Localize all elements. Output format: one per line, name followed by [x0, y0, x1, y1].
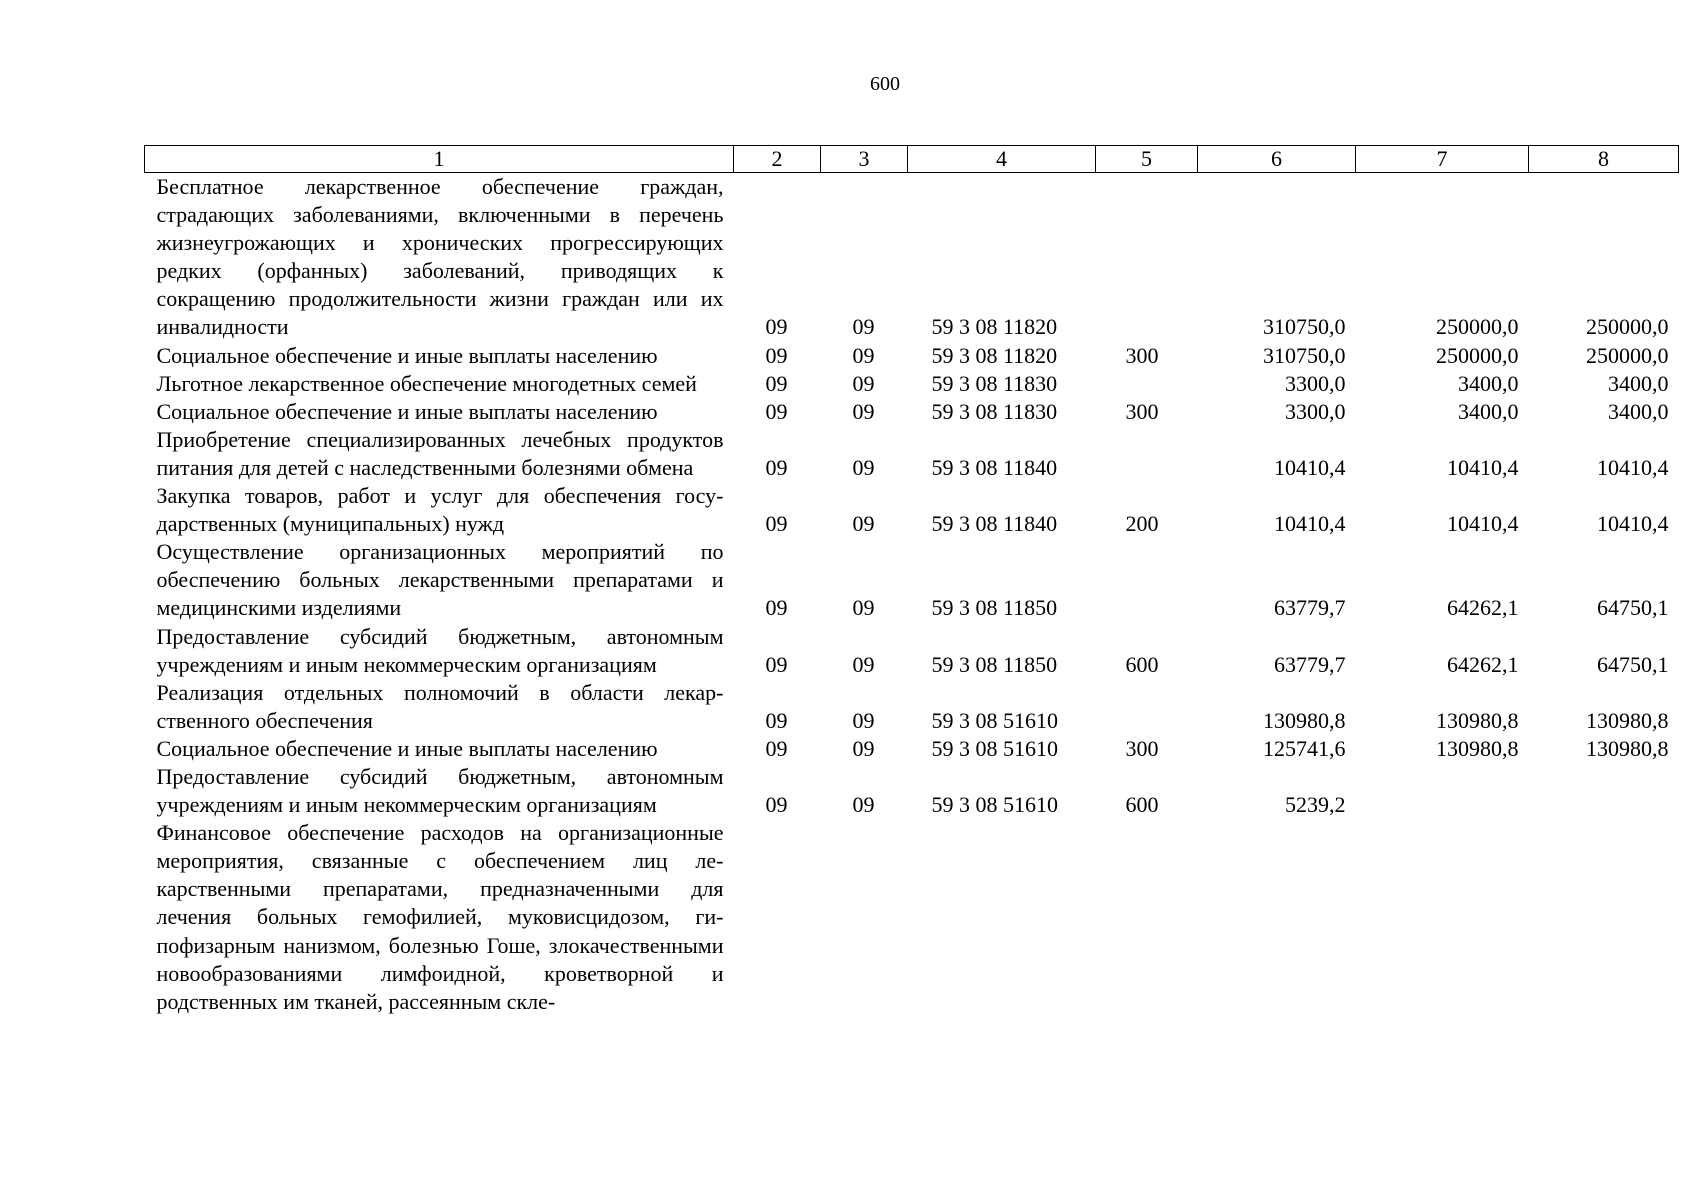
- row-subsection: 09: [852, 792, 875, 818]
- row-section: 09: [765, 651, 788, 677]
- row-amount-col8: 3400,0: [1608, 398, 1669, 424]
- row-target-item: 59 3 08 11830: [931, 370, 1058, 396]
- row-name: Бесплатное лекарственное обеспечение граждан, страдающих заболеваниями, включенными в перечень жизнеугрожающих и хронических прогрессирующих редких (орфанных) заболеваний, приводящих к сокращению продолжительности жизни граждан или их инвалидности: [156, 174, 724, 340]
- table-row: [145, 342, 1679, 370]
- row-amount-col7: 130980,8: [1436, 735, 1519, 761]
- row-amount-col8: 130980,8: [1586, 735, 1669, 761]
- row-name: Социальное обеспечение и иные выплаты населению: [156, 735, 658, 761]
- row-subsection: 09: [852, 454, 875, 480]
- table-row: [145, 819, 1679, 1016]
- row-subsection: 09: [852, 707, 875, 733]
- row-expense-type: [1096, 819, 1198, 1016]
- row-amount-col8: [1529, 763, 1679, 819]
- row-amount-col6: [1198, 819, 1356, 1016]
- row-amount-col6: 3300,0: [1285, 398, 1346, 424]
- row-expense-type: 300: [1125, 735, 1159, 761]
- header-col-3: 3: [821, 146, 908, 173]
- row-target-item: [908, 819, 1096, 1016]
- row-expense-type: 300: [1125, 398, 1159, 424]
- table-row: [145, 370, 1679, 398]
- row-section: 09: [765, 398, 788, 424]
- row-amount-col6: 310750,0: [1263, 342, 1346, 368]
- row-target-item: 59 3 08 11820: [931, 342, 1058, 368]
- row-target-item: 59 3 08 51610: [931, 735, 1058, 761]
- table-row: [145, 173, 1679, 342]
- budget-table: [144, 145, 1679, 1016]
- row-subsection: 09: [852, 735, 875, 761]
- row-amount-col8: 10410,4: [1597, 511, 1669, 537]
- row-amount-col7: 250000,0: [1436, 342, 1519, 368]
- row-target-item: 59 3 08 11850: [931, 595, 1058, 621]
- row-amount-col8: 250000,0: [1586, 314, 1669, 340]
- table-row: [145, 679, 1679, 735]
- row-target-item: 59 3 08 51610: [931, 707, 1058, 733]
- row-amount-col6: 63779,7: [1274, 651, 1346, 677]
- row-amount-col8: 130980,8: [1586, 707, 1669, 733]
- row-amount-col6: 63779,7: [1274, 595, 1346, 621]
- row-amount-col7: [1356, 819, 1529, 1016]
- row-amount-col6: 310750,0: [1263, 314, 1346, 340]
- row-expense-type: [1096, 538, 1198, 622]
- row-target-item: 59 3 08 11840: [931, 454, 1058, 480]
- row-section: 09: [765, 454, 788, 480]
- row-section: 09: [765, 595, 788, 621]
- row-section: 09: [765, 707, 788, 733]
- row-subsection: 09: [852, 370, 875, 396]
- row-amount-col8: 250000,0: [1586, 342, 1669, 368]
- row-section: 09: [765, 314, 788, 340]
- row-expense-type: 600: [1125, 651, 1159, 677]
- row-amount-col8: [1529, 819, 1679, 1016]
- row-amount-col7: 64262,1: [1447, 651, 1519, 677]
- table-row: [145, 763, 1679, 819]
- row-section: [734, 819, 821, 1016]
- row-subsection: [821, 819, 908, 1016]
- row-subsection: 09: [852, 314, 875, 340]
- row-amount-col6: 3300,0: [1285, 370, 1346, 396]
- row-expense-type: 600: [1125, 792, 1159, 818]
- row-amount-col7: 250000,0: [1436, 314, 1519, 340]
- table-header: [145, 146, 1679, 173]
- table-row: [145, 482, 1679, 538]
- row-section: 09: [765, 370, 788, 396]
- row-amount-col8: 10410,4: [1597, 454, 1669, 480]
- row-name: Социальное обеспечение и иные выплаты населению: [156, 342, 658, 368]
- row-subsection: 09: [852, 595, 875, 621]
- row-amount-col6: 10410,4: [1274, 511, 1346, 537]
- row-amount-col7: 10410,4: [1447, 454, 1519, 480]
- table-row: [145, 538, 1679, 622]
- row-subsection: 09: [852, 651, 875, 677]
- header-col-6: 6: [1198, 146, 1356, 173]
- row-amount-col6: 125741,6: [1263, 735, 1346, 761]
- row-section: 09: [765, 511, 788, 537]
- row-target-item: 59 3 08 11830: [931, 398, 1058, 424]
- table-row: [145, 735, 1679, 763]
- row-amount-col7: 64262,1: [1447, 595, 1519, 621]
- header-col-1: 1: [145, 146, 734, 173]
- row-section: 09: [765, 792, 788, 818]
- row-name: Социальное обеспечение и иные выплаты населению: [156, 398, 658, 424]
- row-name: Осуществление организационных мероприятий по обеспечению больных лекарственными препаратами и медицинскими изделиями: [156, 539, 724, 621]
- header-col-2: 2: [734, 146, 821, 173]
- row-target-item: 59 3 08 51610: [931, 792, 1058, 818]
- table-body: [145, 173, 1679, 1016]
- header-col-4: 4: [908, 146, 1096, 173]
- row-expense-type: 200: [1125, 511, 1159, 537]
- row-expense-type: [1096, 370, 1198, 398]
- row-target-item: 59 3 08 11840: [931, 511, 1058, 537]
- header-col-7: 7: [1356, 146, 1529, 173]
- row-subsection: 09: [852, 398, 875, 424]
- row-amount-col6: 10410,4: [1274, 454, 1346, 480]
- row-subsection: 09: [852, 342, 875, 368]
- row-amount-col7: 3400,0: [1458, 398, 1519, 424]
- row-amount-col6: 130980,8: [1263, 707, 1346, 733]
- table-row: [145, 623, 1679, 679]
- row-amount-col8: 3400,0: [1608, 370, 1669, 396]
- row-section: 09: [765, 342, 788, 368]
- row-amount-col8: 64750,1: [1597, 595, 1669, 621]
- row-amount-col7: 3400,0: [1458, 370, 1519, 396]
- row-expense-type: 300: [1125, 342, 1159, 368]
- row-amount-col8: 64750,1: [1597, 651, 1669, 677]
- row-name: Льготное лекарственное обеспечение многодетных семей: [156, 370, 697, 396]
- row-name: Предоставление субсидий бюджетным, автономным учреждениям и иным некоммерческим организациям: [156, 763, 724, 818]
- row-target-item: 59 3 08 11820: [931, 314, 1058, 340]
- row-amount-col7: [1356, 763, 1529, 819]
- row-name: Финансовое обеспечение расходов на организационные мероприятия, связанные с обеспечением лиц лекарственными препаратами, предназначенными для лечения больных гемофилией, муковисцидозом, гипофизарным нанизмом, болезнью Гоше, злокачественными новообразованиями лимфоидной, кроветворной и родственных им тканей, рассеянным скле-: [156, 820, 724, 1014]
- row-amount-col7: 10410,4: [1447, 511, 1519, 537]
- row-expense-type: [1096, 426, 1198, 482]
- row-section: 09: [765, 735, 788, 761]
- row-subsection: 09: [852, 511, 875, 537]
- row-name: Закупка товаров, работ и услуг для обеспечения государственных (муниципальных) нужд: [156, 483, 724, 537]
- header-row: [145, 146, 1679, 173]
- row-name: Реализация отдельных полномочий в области лекарственного обеспечения: [156, 679, 724, 733]
- row-target-item: 59 3 08 11850: [931, 651, 1058, 677]
- table-row: [145, 426, 1679, 482]
- row-amount-col7: 130980,8: [1436, 707, 1519, 733]
- row-expense-type: [1096, 173, 1198, 342]
- row-expense-type: [1096, 679, 1198, 735]
- page-number: 600: [870, 73, 900, 95]
- header-col-5: 5: [1096, 146, 1198, 173]
- row-name: Приобретение специализированных лечебных продуктов питания для детей с наследственными болезнями обмена: [156, 426, 724, 480]
- row-amount-col6: 5239,2: [1285, 792, 1346, 818]
- row-name: Предоставление субсидий бюджетным, автономным учреждениям и иным некоммерческим организациям: [156, 623, 724, 677]
- header-col-8: 8: [1529, 146, 1679, 173]
- table-row: [145, 398, 1679, 426]
